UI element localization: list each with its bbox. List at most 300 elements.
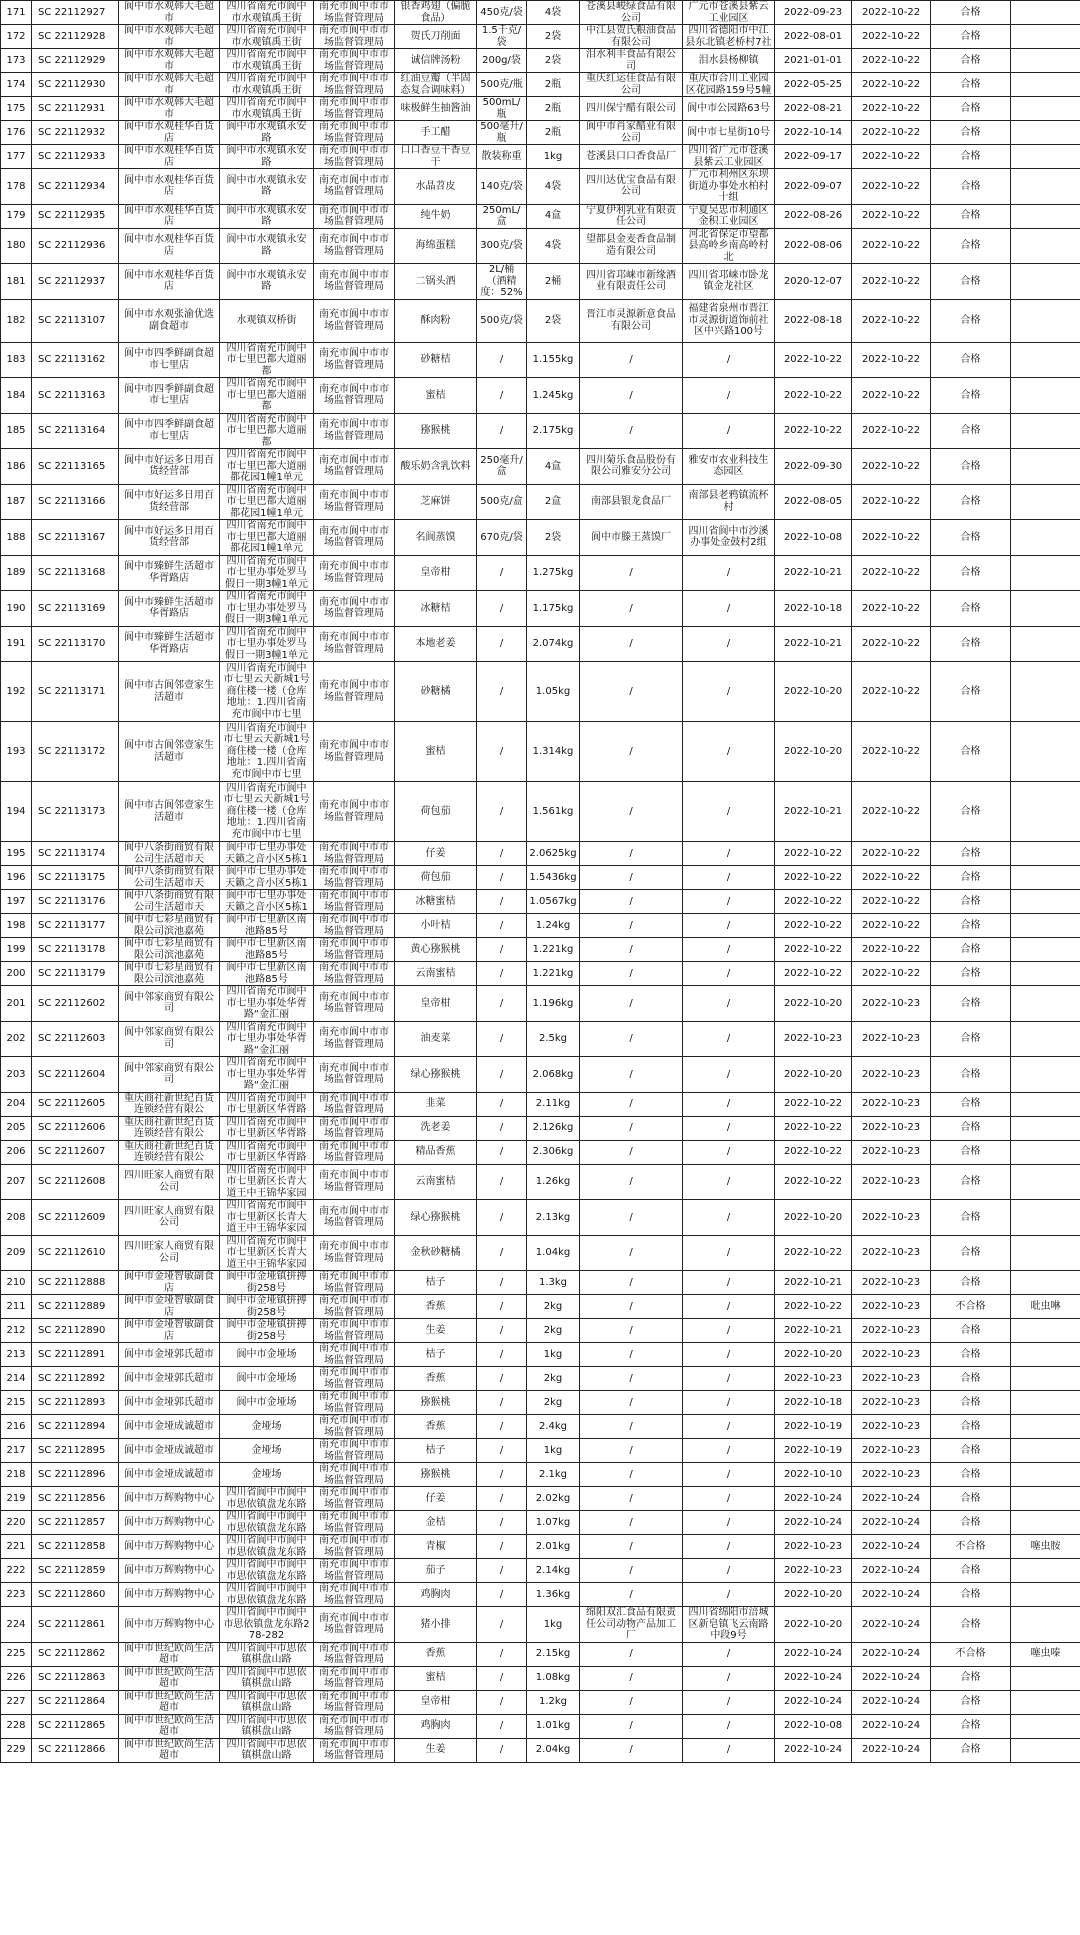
- table-row: [1, 378, 1080, 414]
- cell-specification: /: [477, 1738, 527, 1762]
- cell-sample-quantity: 1.2kg: [527, 1690, 580, 1714]
- cell-sampling-date: 2022-10-22: [852, 342, 931, 378]
- cell-manufacturer-address: /: [683, 1642, 775, 1666]
- table-row: [1, 842, 1080, 866]
- cell-sampling-date: 2022-10-22: [852, 1, 931, 25]
- cell-food-name: 荷包茄: [395, 866, 477, 890]
- cell-sample-quantity: 4袋: [527, 228, 580, 264]
- cell-inspection-result: 合格: [931, 1559, 1011, 1583]
- cell-manufacturer-address: 雅安市农业科技生态园区: [683, 449, 775, 485]
- table-row: [1, 73, 1080, 97]
- cell-business-name: 阆中市金垭成诚超市: [119, 1463, 220, 1487]
- cell-sampling-date: 2022-10-24: [852, 1583, 931, 1607]
- cell-business-name: 阆中市世纪欧尚生活超市: [119, 1666, 220, 1690]
- cell-manufacturer-name: /: [580, 1559, 683, 1583]
- cell-food-name: 冰糖桔: [395, 591, 477, 627]
- cell-row-number: 182: [1, 299, 32, 342]
- cell-failed-item: [1011, 1583, 1080, 1607]
- cell-row-number: 228: [1, 1714, 32, 1738]
- table-row: [1, 342, 1080, 378]
- cell-food-name: 绿心猕猴桃: [395, 1200, 477, 1236]
- cell-sample-quantity: 2kg: [527, 1295, 580, 1319]
- cell-sample-quantity: 2.04kg: [527, 1738, 580, 1762]
- cell-business-name: 阆中市水观桂华百货店: [119, 264, 220, 300]
- table-row: [1, 1535, 1080, 1559]
- cell-specification: /: [477, 342, 527, 378]
- cell-supervising-authority: 南充市阆中市市场监督管理局: [314, 264, 395, 300]
- cell-failed-item: [1011, 97, 1080, 121]
- cell-business-address: 阆中市金垭场: [220, 1391, 314, 1415]
- cell-sampling-date: 2022-10-22: [852, 264, 931, 300]
- cell-supervising-authority: 南充市阆中市市场监督管理局: [314, 1415, 395, 1439]
- cell-sampling-date: 2022-10-22: [852, 591, 931, 627]
- cell-business-name: 阆中市世纪欧尚生活超市: [119, 1714, 220, 1738]
- cell-sample-code: SC 22113176: [32, 890, 119, 914]
- table-row: [1, 1295, 1080, 1319]
- cell-supervising-authority: 南充市阆中市市场监督管理局: [314, 842, 395, 866]
- cell-row-number: 213: [1, 1343, 32, 1367]
- cell-business-address: 四川省阆中市阆中市思依镇盘龙东路: [220, 1487, 314, 1511]
- cell-production-date: 2022-10-20: [775, 986, 852, 1022]
- cell-business-address: 四川省南充市阆中市七里办事处华胥路“金汇丽: [220, 1021, 314, 1057]
- cell-food-name: 青椒: [395, 1535, 477, 1559]
- cell-sample-code: SC 22112866: [32, 1738, 119, 1762]
- cell-specification: 670克/袋: [477, 520, 527, 556]
- cell-specification: /: [477, 1057, 527, 1093]
- cell-failed-item: [1011, 1057, 1080, 1093]
- cell-sample-code: SC 22112605: [32, 1092, 119, 1116]
- cell-row-number: 176: [1, 121, 32, 145]
- table-row: [1, 1164, 1080, 1200]
- cell-inspection-result: 合格: [931, 1415, 1011, 1439]
- cell-production-date: 2020-12-07: [775, 264, 852, 300]
- cell-sampling-date: 2022-10-23: [852, 1415, 931, 1439]
- cell-manufacturer-address: /: [683, 1487, 775, 1511]
- cell-failed-item: [1011, 73, 1080, 97]
- cell-specification: 500mL/瓶: [477, 97, 527, 121]
- cell-manufacturer-address: /: [683, 626, 775, 662]
- cell-food-name: 油麦菜: [395, 1021, 477, 1057]
- table-row: [1, 1714, 1080, 1738]
- cell-sample-quantity: 1.0567kg: [527, 890, 580, 914]
- cell-business-address: 四川省阆中市思依镇棋盘山路: [220, 1666, 314, 1690]
- cell-sample-code: SC 22112890: [32, 1319, 119, 1343]
- cell-specification: /: [477, 1511, 527, 1535]
- cell-production-date: 2022-10-20: [775, 1607, 852, 1643]
- cell-production-date: 2022-05-25: [775, 73, 852, 97]
- cell-specification: /: [477, 914, 527, 938]
- cell-production-date: 2022-10-20: [775, 662, 852, 722]
- cell-specification: /: [477, 591, 527, 627]
- cell-inspection-result: 合格: [931, 413, 1011, 449]
- cell-row-number: 216: [1, 1415, 32, 1439]
- cell-inspection-result: 合格: [931, 204, 1011, 228]
- cell-failed-item: [1011, 591, 1080, 627]
- cell-sampling-date: 2022-10-24: [852, 1666, 931, 1690]
- cell-supervising-authority: 南充市阆中市市场监督管理局: [314, 866, 395, 890]
- cell-production-date: 2022-10-20: [775, 722, 852, 782]
- cell-food-name: 水晶苕皮: [395, 169, 477, 205]
- cell-food-name: 海绵蛋糕: [395, 228, 477, 264]
- cell-sample-code: SC 22112606: [32, 1116, 119, 1140]
- cell-manufacturer-address: /: [683, 662, 775, 722]
- cell-specification: /: [477, 1164, 527, 1200]
- cell-supervising-authority: 南充市阆中市市场监督管理局: [314, 1164, 395, 1200]
- cell-sampling-date: 2022-10-22: [852, 49, 931, 73]
- cell-row-number: 219: [1, 1487, 32, 1511]
- cell-sampling-date: 2022-10-22: [852, 121, 931, 145]
- cell-supervising-authority: 南充市阆中市市场监督管理局: [314, 1295, 395, 1319]
- cell-business-address: 水观镇双桥街: [220, 299, 314, 342]
- cell-sampling-date: 2022-10-22: [852, 484, 931, 520]
- cell-failed-item: [1011, 1164, 1080, 1200]
- cell-supervising-authority: 南充市阆中市市场监督管理局: [314, 1738, 395, 1762]
- cell-supervising-authority: 南充市阆中市市场监督管理局: [314, 1487, 395, 1511]
- cell-business-address: 四川省南充市阆中市七里巴都大道丽都花园1幢1单元: [220, 484, 314, 520]
- cell-business-name: 阆中市四季鲜副食超市七里店: [119, 413, 220, 449]
- cell-specification: /: [477, 1607, 527, 1643]
- cell-failed-item: 噻虫胺: [1011, 1535, 1080, 1559]
- cell-sampling-date: 2022-10-23: [852, 1021, 931, 1057]
- cell-manufacturer-name: /: [580, 626, 683, 662]
- cell-food-name: 桔子: [395, 1343, 477, 1367]
- cell-row-number: 175: [1, 97, 32, 121]
- cell-supervising-authority: 南充市阆中市市场监督管理局: [314, 449, 395, 485]
- cell-row-number: 199: [1, 938, 32, 962]
- cell-production-date: 2022-10-22: [775, 378, 852, 414]
- cell-supervising-authority: 南充市阆中市市场监督管理局: [314, 1607, 395, 1643]
- cell-sample-code: SC 22113162: [32, 342, 119, 378]
- cell-business-address: 四川省南充市阆中市七里巴都大道丽都: [220, 342, 314, 378]
- cell-sample-code: SC 22113179: [32, 962, 119, 986]
- cell-sampling-date: 2022-10-23: [852, 1271, 931, 1295]
- table-row: [1, 1116, 1080, 1140]
- cell-sampling-date: 2022-10-23: [852, 1439, 931, 1463]
- cell-production-date: 2022-10-21: [775, 555, 852, 591]
- cell-supervising-authority: 南充市阆中市市场监督管理局: [314, 1116, 395, 1140]
- cell-sampling-date: 2022-10-22: [852, 169, 931, 205]
- cell-specification: /: [477, 413, 527, 449]
- cell-business-address: 四川省阆中市思依镇棋盘山路: [220, 1738, 314, 1762]
- table-row: [1, 1367, 1080, 1391]
- cell-inspection-result: 合格: [931, 890, 1011, 914]
- cell-supervising-authority: 南充市阆中市市场监督管理局: [314, 1535, 395, 1559]
- cell-sample-quantity: 1.05kg: [527, 662, 580, 722]
- cell-supervising-authority: 南充市阆中市市场监督管理局: [314, 626, 395, 662]
- cell-manufacturer-address: 泪水县杨柳镇: [683, 49, 775, 73]
- table-row: [1, 1439, 1080, 1463]
- cell-business-name: 重庆商社新世纪百货连锁经营有限公: [119, 1116, 220, 1140]
- cell-row-number: 229: [1, 1738, 32, 1762]
- cell-business-address: 四川省南充市阆中市水观镇禹王街: [220, 1, 314, 25]
- cell-manufacturer-name: /: [580, 782, 683, 842]
- cell-supervising-authority: 南充市阆中市市场监督管理局: [314, 722, 395, 782]
- table-row: [1, 866, 1080, 890]
- table-row: [1, 25, 1080, 49]
- cell-specification: /: [477, 1415, 527, 1439]
- cell-sampling-date: 2022-10-24: [852, 1511, 931, 1535]
- table-row: [1, 1021, 1080, 1057]
- cell-supervising-authority: 南充市阆中市市场监督管理局: [314, 25, 395, 49]
- cell-failed-item: 吡虫啉: [1011, 1295, 1080, 1319]
- cell-business-address: 四川省阆中市阆中市思依镇盘龙东路: [220, 1511, 314, 1535]
- cell-failed-item: [1011, 986, 1080, 1022]
- cell-manufacturer-name: /: [580, 413, 683, 449]
- cell-supervising-authority: 南充市阆中市市场监督管理局: [314, 1271, 395, 1295]
- cell-failed-item: [1011, 484, 1080, 520]
- cell-sample-code: SC 22112858: [32, 1535, 119, 1559]
- cell-business-name: 阆中市金垭郭氏超市: [119, 1343, 220, 1367]
- cell-failed-item: [1011, 1415, 1080, 1439]
- cell-business-address: 四川省南充市阆中市七里新区长青大道王中王锦华家园: [220, 1164, 314, 1200]
- cell-business-name: 阆中邻家商贸有限公司: [119, 1021, 220, 1057]
- cell-inspection-result: 合格: [931, 1367, 1011, 1391]
- cell-manufacturer-address: /: [683, 555, 775, 591]
- cell-sample-quantity: 2瓶: [527, 121, 580, 145]
- cell-manufacturer-name: /: [580, 1391, 683, 1415]
- cell-inspection-result: 合格: [931, 1021, 1011, 1057]
- cell-food-name: 小叶桔: [395, 914, 477, 938]
- cell-specification: /: [477, 1487, 527, 1511]
- cell-inspection-result: 合格: [931, 962, 1011, 986]
- cell-production-date: 2022-10-22: [775, 938, 852, 962]
- cell-sample-quantity: 1.221kg: [527, 962, 580, 986]
- cell-failed-item: [1011, 1487, 1080, 1511]
- table-row: [1, 722, 1080, 782]
- cell-row-number: 203: [1, 1057, 32, 1093]
- cell-row-number: 177: [1, 145, 32, 169]
- cell-manufacturer-name: /: [580, 1690, 683, 1714]
- cell-food-name: 蜜桔: [395, 1666, 477, 1690]
- cell-food-name: 猕猴桃: [395, 1391, 477, 1415]
- cell-food-name: 精品香蕉: [395, 1140, 477, 1164]
- cell-business-address: 四川省南充市阆中市七里云天新城1号商住楼一楼（仓库地址：1.四川省南充市阆中市七里: [220, 722, 314, 782]
- cell-business-name: 阆中市水观桂华百货店: [119, 121, 220, 145]
- cell-row-number: 190: [1, 591, 32, 627]
- cell-inspection-result: 合格: [931, 121, 1011, 145]
- cell-sample-code: SC 22112895: [32, 1439, 119, 1463]
- cell-sampling-date: 2022-10-23: [852, 1319, 931, 1343]
- cell-failed-item: [1011, 1559, 1080, 1583]
- cell-row-number: 185: [1, 413, 32, 449]
- table-row: [1, 1559, 1080, 1583]
- cell-supervising-authority: 南充市阆中市市场监督管理局: [314, 555, 395, 591]
- cell-sample-code: SC 22113163: [32, 378, 119, 414]
- cell-production-date: 2022-10-22: [775, 413, 852, 449]
- cell-food-name: 名阆蒸馍: [395, 520, 477, 556]
- cell-row-number: 202: [1, 1021, 32, 1057]
- cell-sample-quantity: 1.245kg: [527, 378, 580, 414]
- cell-food-name: 手工醋: [395, 121, 477, 145]
- cell-sample-quantity: 2.068kg: [527, 1057, 580, 1093]
- cell-sampling-date: 2022-10-22: [852, 413, 931, 449]
- cell-failed-item: [1011, 145, 1080, 169]
- cell-failed-item: [1011, 962, 1080, 986]
- cell-sampling-date: 2022-10-22: [852, 97, 931, 121]
- cell-specification: /: [477, 1116, 527, 1140]
- cell-row-number: 195: [1, 842, 32, 866]
- cell-specification: /: [477, 1391, 527, 1415]
- cell-manufacturer-address: /: [683, 1511, 775, 1535]
- cell-business-name: 阆中市水观韩大毛超市: [119, 1, 220, 25]
- cell-specification: /: [477, 662, 527, 722]
- cell-row-number: 180: [1, 228, 32, 264]
- cell-row-number: 209: [1, 1235, 32, 1271]
- cell-manufacturer-name: /: [580, 1271, 683, 1295]
- cell-food-name: 皇帝柑: [395, 986, 477, 1022]
- cell-manufacturer-name: /: [580, 1140, 683, 1164]
- cell-manufacturer-name: /: [580, 986, 683, 1022]
- cell-sample-quantity: 1.314kg: [527, 722, 580, 782]
- cell-failed-item: [1011, 1738, 1080, 1762]
- cell-supervising-authority: 南充市阆中市市场监督管理局: [314, 1021, 395, 1057]
- cell-business-address: 四川省南充市阆中市七里新区长青大道王中王锦华家园: [220, 1200, 314, 1236]
- cell-row-number: 184: [1, 378, 32, 414]
- cell-row-number: 205: [1, 1116, 32, 1140]
- cell-supervising-authority: 南充市阆中市市场监督管理局: [314, 782, 395, 842]
- cell-manufacturer-address: 四川省邛崃市卧龙镇金龙社区: [683, 264, 775, 300]
- cell-row-number: 204: [1, 1092, 32, 1116]
- cell-manufacturer-address: /: [683, 890, 775, 914]
- cell-failed-item: [1011, 1200, 1080, 1236]
- cell-specification: 2L/桶（酒精度：52%: [477, 264, 527, 300]
- cell-failed-item: [1011, 204, 1080, 228]
- cell-sample-quantity: 1.04kg: [527, 1235, 580, 1271]
- cell-specification: /: [477, 890, 527, 914]
- cell-manufacturer-name: /: [580, 1057, 683, 1093]
- cell-manufacturer-name: 泪水利丰食品有限公司: [580, 49, 683, 73]
- cell-food-name: 纯牛奶: [395, 204, 477, 228]
- cell-supervising-authority: 南充市阆中市市场监督管理局: [314, 484, 395, 520]
- cell-manufacturer-name: /: [580, 1295, 683, 1319]
- cell-manufacturer-name: 重庆红运佳食品有限公司: [580, 73, 683, 97]
- cell-business-name: 阆中市古阆邻壹家生活超市: [119, 722, 220, 782]
- cell-manufacturer-name: /: [580, 1235, 683, 1271]
- cell-inspection-result: 合格: [931, 1690, 1011, 1714]
- cell-failed-item: [1011, 1439, 1080, 1463]
- cell-production-date: 2022-10-08: [775, 1714, 852, 1738]
- cell-row-number: 226: [1, 1666, 32, 1690]
- cell-supervising-authority: 南充市阆中市市场监督管理局: [314, 169, 395, 205]
- cell-inspection-result: 合格: [931, 449, 1011, 485]
- table-row: [1, 1092, 1080, 1116]
- cell-food-name: 茄子: [395, 1559, 477, 1583]
- cell-supervising-authority: 南充市阆中市市场监督管理局: [314, 97, 395, 121]
- cell-supervising-authority: 南充市阆中市市场监督管理局: [314, 1511, 395, 1535]
- cell-inspection-result: 合格: [931, 1271, 1011, 1295]
- cell-food-name: 桔子: [395, 1271, 477, 1295]
- cell-manufacturer-name: 中江县贺氏粮油食品有限公司: [580, 25, 683, 49]
- cell-sampling-date: 2022-10-24: [852, 1642, 931, 1666]
- cell-business-address: 四川省阆中市阆中市思依镇盘龙东路278-282: [220, 1607, 314, 1643]
- cell-sample-quantity: 2盒: [527, 484, 580, 520]
- cell-row-number: 227: [1, 1690, 32, 1714]
- cell-supervising-authority: 南充市阆中市市场监督管理局: [314, 1092, 395, 1116]
- cell-specification: 140克/袋: [477, 169, 527, 205]
- cell-failed-item: [1011, 914, 1080, 938]
- cell-production-date: 2022-10-22: [775, 842, 852, 866]
- cell-business-name: 阆中市好运多日用百货经营部: [119, 520, 220, 556]
- cell-supervising-authority: 南充市阆中市市场监督管理局: [314, 413, 395, 449]
- cell-business-name: 四川旺家人商贸有限公司: [119, 1164, 220, 1200]
- cell-production-date: 2022-10-21: [775, 626, 852, 662]
- cell-sample-quantity: 2袋: [527, 299, 580, 342]
- cell-business-address: 四川省南充市阆中市七里云天新城1号商住楼一楼（仓库地址：1.四川省南充市阆中市七里: [220, 662, 314, 722]
- cell-sampling-date: 2022-10-24: [852, 1690, 931, 1714]
- cell-production-date: 2022-08-06: [775, 228, 852, 264]
- cell-manufacturer-name: /: [580, 1164, 683, 1200]
- cell-sample-code: SC 22113178: [32, 938, 119, 962]
- cell-supervising-authority: 南充市阆中市市场监督管理局: [314, 962, 395, 986]
- cell-inspection-result: 合格: [931, 626, 1011, 662]
- cell-inspection-result: 合格: [931, 1319, 1011, 1343]
- cell-business-address: 四川省阆中市思依镇棋盘山路: [220, 1714, 314, 1738]
- cell-inspection-result: 合格: [931, 1607, 1011, 1643]
- cell-food-name: 口口香豆干香豆干: [395, 145, 477, 169]
- cell-supervising-authority: 南充市阆中市市场监督管理局: [314, 1690, 395, 1714]
- table-row: [1, 1487, 1080, 1511]
- cell-inspection-result: 合格: [931, 1487, 1011, 1511]
- cell-business-name: 阆中市世纪欧尚生活超市: [119, 1642, 220, 1666]
- cell-production-date: 2022-10-24: [775, 1487, 852, 1511]
- cell-row-number: 187: [1, 484, 32, 520]
- cell-manufacturer-address: 四川省德阳市中江县东北镇老桥村7社: [683, 25, 775, 49]
- cell-manufacturer-address: /: [683, 1463, 775, 1487]
- table-row: [1, 1690, 1080, 1714]
- cell-failed-item: [1011, 342, 1080, 378]
- cell-specification: /: [477, 1092, 527, 1116]
- cell-manufacturer-address: /: [683, 1343, 775, 1367]
- cell-supervising-authority: 南充市阆中市市场监督管理局: [314, 662, 395, 722]
- cell-business-address: 阆中市水观镇永安路: [220, 204, 314, 228]
- cell-manufacturer-name: /: [580, 1021, 683, 1057]
- cell-production-date: 2022-10-24: [775, 1642, 852, 1666]
- cell-manufacturer-name: /: [580, 722, 683, 782]
- cell-sampling-date: 2022-10-22: [852, 73, 931, 97]
- cell-sample-quantity: 2.0625kg: [527, 842, 580, 866]
- cell-sample-code: SC 22113170: [32, 626, 119, 662]
- cell-specification: /: [477, 1343, 527, 1367]
- cell-business-address: 阆中市金垭场: [220, 1367, 314, 1391]
- cell-food-name: 二锅头酒: [395, 264, 477, 300]
- table-row: [1, 890, 1080, 914]
- cell-sample-code: SC 22113172: [32, 722, 119, 782]
- cell-inspection-result: 合格: [931, 1439, 1011, 1463]
- cell-failed-item: [1011, 1714, 1080, 1738]
- cell-manufacturer-name: /: [580, 890, 683, 914]
- cell-manufacturer-address: 四川省广元市苍溪县紫云工业园区: [683, 145, 775, 169]
- cell-manufacturer-name: /: [580, 1439, 683, 1463]
- cell-inspection-result: 合格: [931, 1738, 1011, 1762]
- cell-sample-code: SC 22112894: [32, 1415, 119, 1439]
- table-row: [1, 914, 1080, 938]
- cell-food-name: 桔子: [395, 1439, 477, 1463]
- cell-failed-item: [1011, 1319, 1080, 1343]
- cell-manufacturer-name: 四川达优宝食品有限公司: [580, 169, 683, 205]
- cell-specification: /: [477, 1271, 527, 1295]
- cell-food-name: 猕猴桃: [395, 413, 477, 449]
- cell-manufacturer-address: /: [683, 1164, 775, 1200]
- cell-manufacturer-address: /: [683, 342, 775, 378]
- cell-business-name: 阆中市好运多日用百货经营部: [119, 449, 220, 485]
- cell-row-number: 178: [1, 169, 32, 205]
- cell-sample-code: SC 22112889: [32, 1295, 119, 1319]
- cell-business-name: 阆中市四季鲜副食超市七里店: [119, 342, 220, 378]
- table-row: [1, 169, 1080, 205]
- cell-manufacturer-name: /: [580, 591, 683, 627]
- cell-business-name: 阆中市四季鲜副食超市七里店: [119, 378, 220, 414]
- cell-supervising-authority: 南充市阆中市市场监督管理局: [314, 1391, 395, 1415]
